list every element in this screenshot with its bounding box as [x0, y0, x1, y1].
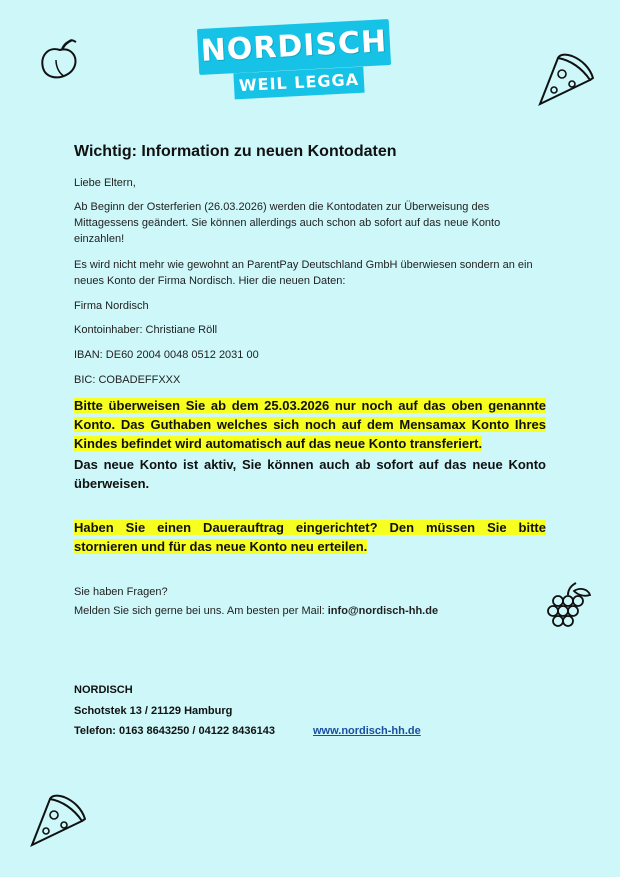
footer-phone: Telefon: 0163 8643250 / 04122 8436143: [74, 725, 276, 737]
account-iban: IBAN: DE60 2004 0048 0512 2031 00: [74, 349, 259, 361]
paragraph-osterferien: Ab Beginn der Osterferien (26.03.2026) werden die Kontodaten zur Überweisung des Mittagessens geändert. Sie können allerdings auch schon ab sofort auf das neue Konto einzahlen!: [74, 201, 501, 245]
footer-name: NORDISCH: [74, 684, 133, 696]
nordisch-logo: [198, 24, 390, 100]
account-bic: BIC: COBADEFFXXX: [74, 374, 181, 386]
transfer-notice: [74, 396, 546, 453]
paragraph-parentpay: Es wird nicht mehr wie gewohnt an ParentPay Deutschland GmbH überwiesen sondern an ein neues Konto der Firma Nordisch. Hier die neuen Daten:: [74, 259, 533, 287]
grapes-icon: [544, 581, 594, 631]
logo-subtitle: WEIL LEGGA: [238, 69, 360, 96]
contact-email[interactable]: info@nordisch-hh.de: [327, 605, 439, 617]
pizza-slice-icon: [28, 793, 86, 849]
account-holder: Kontoinhaber: Christiane Röll: [74, 324, 218, 336]
page-title: Wichtig: Information zu neuen Kontodaten: [74, 143, 397, 160]
account-active-notice: Das neue Konto ist aktiv, Sie können auch ab sofort auf das neue Konto überweisen.: [74, 457, 546, 491]
contact-text: [74, 603, 546, 619]
standing-order-notice: [74, 518, 546, 556]
questions-text: Sie haben Fragen?: [74, 586, 168, 598]
greeting: Liebe Eltern,: [74, 177, 136, 189]
contact-prefix: Melden Sie sich gerne bei uns. Am besten per Mail:: [74, 605, 328, 617]
account-company: Firma Nordisch: [74, 300, 149, 312]
standing-order-notice-text: Haben Sie einen Dauerauftrag eingerichtet? Den müssen Sie bitte stornieren und für das neue Konto neu erteilen.: [74, 520, 546, 554]
pizza-slice-icon: [536, 52, 594, 108]
footer-address: Schotstek 13 / 21129 Hamburg: [74, 705, 233, 717]
pepper-icon: [38, 36, 82, 82]
logo-title: NORDISCH: [199, 24, 389, 69]
transfer-notice-text: Bitte überweisen Sie ab dem 25.03.2026 nur noch auf das oben genannte Konto. Das Guthaben welches sich noch auf dem Mensamax Konto Ihres Kindes befindet wird automatisch auf das neue Konto transferiert.: [74, 398, 546, 451]
footer-website-link[interactable]: www.nordisch-hh.de: [313, 725, 421, 737]
